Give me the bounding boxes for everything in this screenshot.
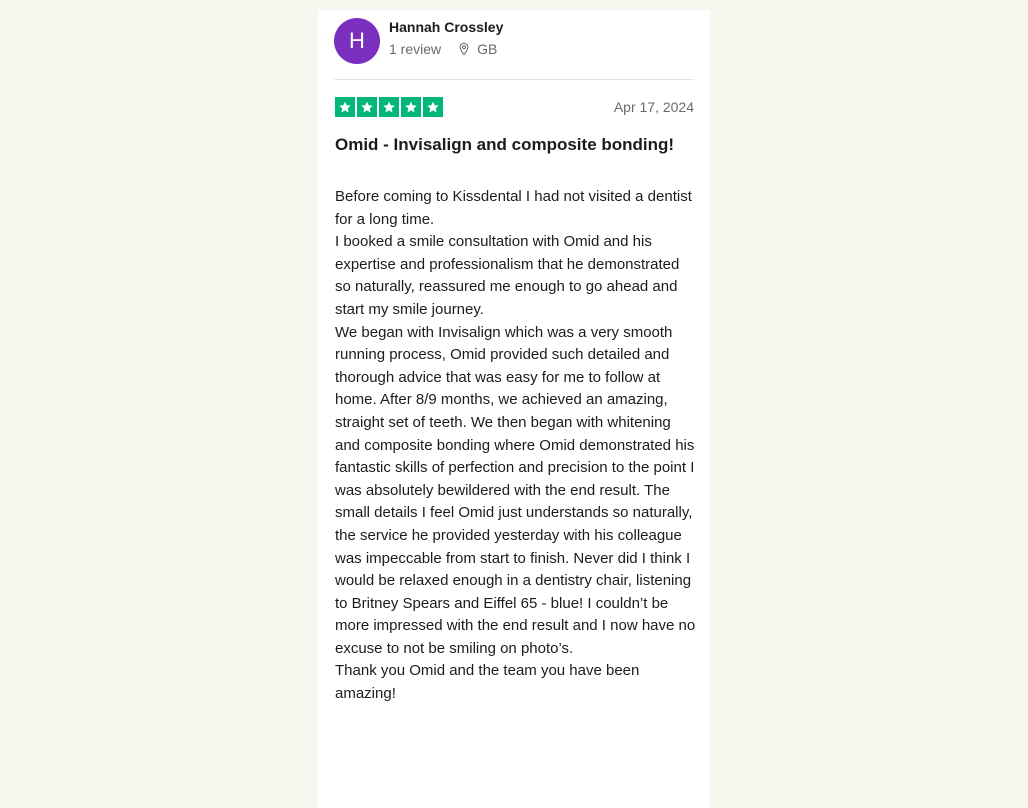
map-pin-icon (457, 42, 471, 56)
star-icon (335, 97, 355, 117)
star-rating (335, 97, 445, 117)
review-paragraph: We began with Invisalign which was a very smooth running process, Omid provided such detailed and thorough advice that was easy for me to follow at home. After 8/9 months, we achieved an amazing, straight set of teeth. We then began with whitening and composite bonding where Omid demonstrated his fantastic skills of perfection and precision to the point I was absolutely bewildered with the end result. The small details I feel Omid just understands so naturally, the service he provided yesterday with his colleague was impeccable from start to finish. Never did I think I would be relaxed enough in a dentistry chair, listening to Britney Spears and Eiffel 65 - blue! I couldn’t be more impressed with the end result and I now have no excuse to not be smiling on photo’s. (335, 323, 696, 657)
review-body (335, 186, 699, 706)
star-icon (423, 97, 443, 117)
avatar[interactable]: H (334, 18, 380, 64)
review-paragraph: I booked a smile consultation with Omid and his expertise and professionalism that he demonstrated so naturally, reassured me enough to go ahead and start my smile journey. (335, 233, 680, 318)
review-title[interactable]: Omid - Invisalign and composite bonding! (335, 135, 675, 154)
review-date: Apr 17, 2024 (613, 99, 694, 115)
review-paragraph: Before coming to Kissdental I had not visited a dentist for a long time. (335, 188, 692, 228)
star-icon (379, 97, 399, 117)
reviewer-info (389, 18, 503, 58)
review-count: 1 review (389, 41, 442, 57)
location-text: GB (477, 41, 498, 57)
reviewer-header (334, 18, 503, 64)
review-card (318, 10, 710, 808)
star-icon (401, 97, 421, 117)
reviewer-location (457, 40, 497, 58)
reviewer-meta (389, 40, 503, 58)
reviewer-name[interactable]: Hannah Crossley (389, 19, 504, 35)
star-icon (357, 97, 377, 117)
review-paragraph: Thank you Omid and the team you have been amazing! (335, 662, 640, 703)
divider (334, 79, 694, 80)
